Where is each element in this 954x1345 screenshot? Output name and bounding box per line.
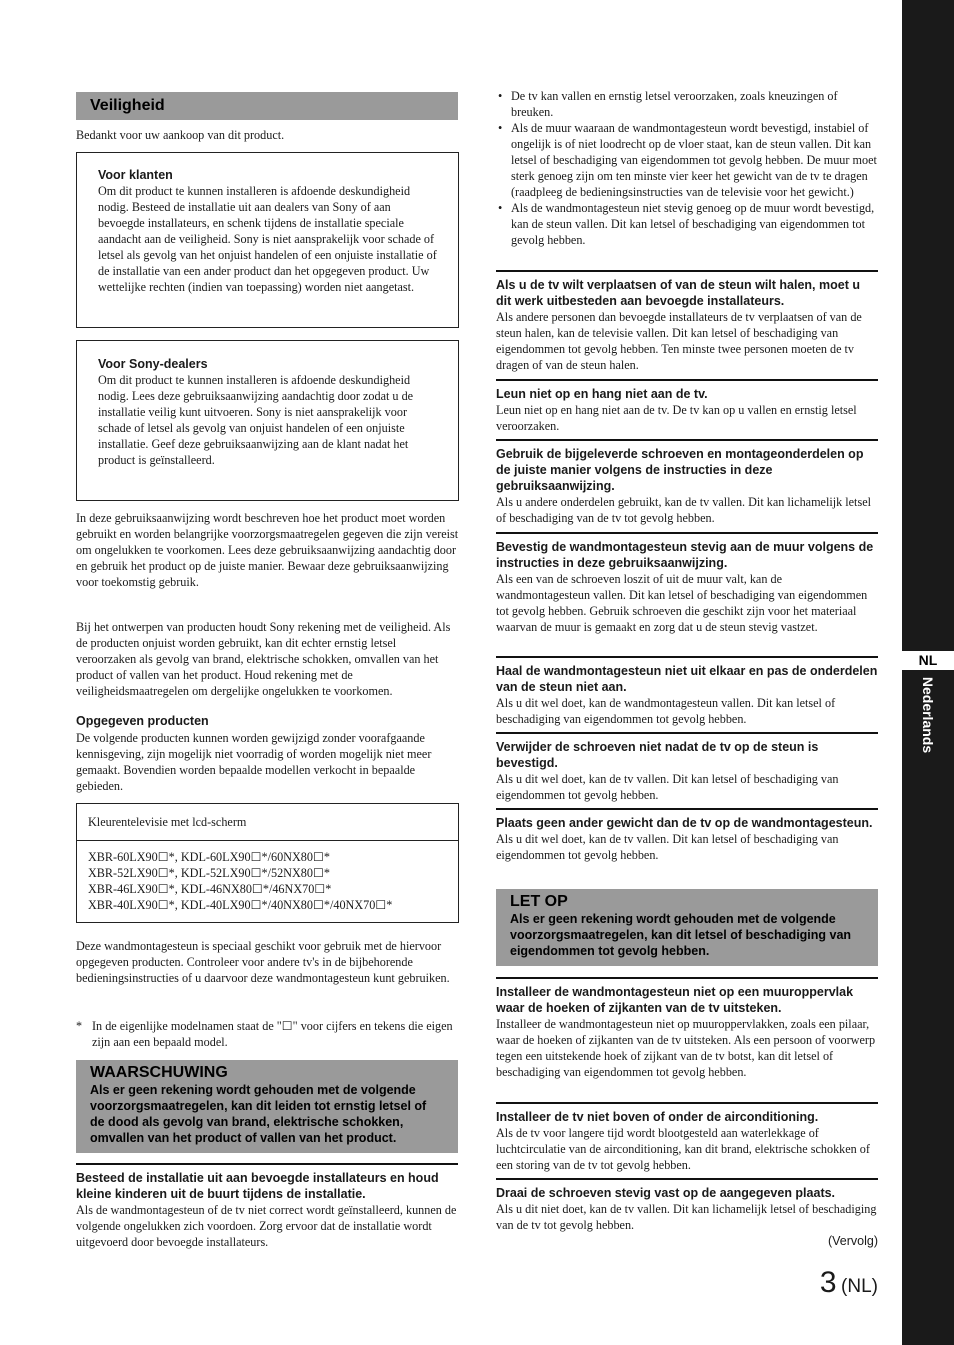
section-muuroppervlak <box>496 977 878 1080</box>
voor-sony-dealers-box <box>76 340 459 501</box>
opgegeven-producten-title: Opgegeven producten <box>76 714 209 728</box>
let-op-title: LET OP <box>510 893 568 910</box>
section-title: Leun niet op en hang niet aan de tv. <box>496 387 708 401</box>
section-title: Installeer de wandmontagesteun niet op een muuroppervlak waar de hoeken of zijkanten van de tv uitsteken. <box>496 985 854 1015</box>
veiligheid-title: Veiligheid <box>90 97 165 114</box>
let-op-text: Als er geen rekening wordt gehouden met de volgende voorzorgsmaatregelen, kan dit letsel of beschadiging van eigendommen tot gevolg hebben. <box>510 912 852 958</box>
vervolg-label: (Vervolg) <box>827 1234 878 1248</box>
section-schroeven-onderdelen <box>496 439 878 526</box>
section-title: Haal de wandmontagesteun niet uit elkaar en pas de onderdelen van de steun niet aan. <box>496 664 878 694</box>
section-title: Bevestig de wandmontagesteun stevig aan de muur volgens de instructies in deze gebruiksaanwijzing. <box>496 540 874 570</box>
footnote-text: In de eigenlijke modelnamen staat de "☐" voor cijfers en tekens die eigen zijn aan een bepaald model. <box>92 1019 453 1049</box>
waarschuwing-box <box>76 1060 458 1153</box>
model-row: XBR-52LX90☐*, KDL-52LX90☐*/52NX80☐* <box>88 866 330 880</box>
section-title: Installeer de tv niet boven of onder de airconditioning. <box>496 1110 819 1124</box>
section-title: Verwijder de schroeven niet nadat de tv op de steun is bevestigd. <box>496 740 819 770</box>
section-leun-niet <box>496 379 878 434</box>
installatie-text: Als de wandmontagesteun of de tv niet correct wordt geïnstalleerd, kunnen de volgende ongelukken zich voordoen. Zorg ervoor dat de installatie wordt uitgevoerd door bevoegde installateurs. <box>76 1203 457 1249</box>
model-footnote <box>76 1018 459 1050</box>
language-code-badge: NL <box>902 651 954 670</box>
intro-paragraph-2: Bij het ontwerpen van producten houdt Sony rekening met de veiligheid. Als de producten onjuist worden gebruikt, kan dit echter ernstig letsel veroorzaken als gevolg van brand, elektrische schokken, omvallen van het product of vallen van het product. Houd rekening met de veiligheidsmaatregelen om dergelijke ongelukken te voorkomen. <box>76 620 451 698</box>
waarschuwing-title: WAARSCHUWING <box>90 1064 228 1081</box>
risk-bullet: • Als de muur waaraan de wandmontagesteun wordt bevestigd, instabiel of ongelijk is of niet loodrecht op de vloer staat, kan de steun vallen. Dit kan letsel of beschadiging van eigendommen tot gevolg hebben. De muur moet sterk genoeg zijn om ten minste vier keer het gewicht van de tv te dragen (raadpleeg de bedieningsinstructies van de televisie voor het gewicht.) <box>496 120 878 200</box>
page-number-value: 3 <box>819 1266 837 1299</box>
thanks-text: Bedankt voor uw aankoop van dit product. <box>76 128 285 142</box>
section-text: Als de tv voor langere tijd wordt blootgesteld aan waterlekkage of luchtcirculatie van de airconditioning, kan dit brand, elektrische schokken of een storing van de tv tot gevolg hebben. <box>496 1126 870 1172</box>
compatibility-paragraph: Deze wandmontagesteun is speciaal geschikt voor gebruik met de hiervoor opgegeven producten. Controleer voor andere tv's in de bijbehorende bedieningsinstructies of u daarvoor deze wandmontagesteun kunt gebruiken. <box>76 939 450 985</box>
section-text: Leun niet op en hang niet aan de tv. De tv kan op u vallen en ernstig letsel veroorzaken. <box>496 403 857 433</box>
language-label: Nederlands <box>920 676 936 754</box>
waarschuwing-text: Als er geen rekening wordt gehouden met de volgende voorzorgsmaatregelen, kan dit leiden tot ernstig letsel of de dood als gevolg van brand, elektrische schokken, omvallen van het product of vallen van het product. <box>90 1083 427 1145</box>
voor-klanten-text: Om dit product te kunnen installeren is afdoende deskundigheid nodig. Besteed de installatie uit aan dealers van Sony of aan bevoegde installateurs, en schenk tijdens de installatie speciale aandacht aan de veiligheid. Sony is niet aansprakelijk voor schade of letsel als gevolg van het onjuist handelen of een onjuiste installatie of de installatie van een ander product dan het opgegeven product. Uw wettelijke rechten (indien van toepassing) worden niet aangetast. <box>98 184 437 294</box>
section-text: Als u dit niet doet, kan de tv vallen. Dit kan lichamelijk letsel of beschadiging van de tv tot gevolg hebben. <box>496 1202 877 1232</box>
section-bevestig-steun <box>496 532 878 635</box>
models-table <box>76 803 459 923</box>
page-number-suffix: (NL) <box>841 1276 878 1297</box>
let-op-box <box>496 889 878 966</box>
section-text: Als u dit wel doet, kan de wandmontagesteun vallen. Dit kan letsel of beschadiging van eigendommen tot gevolg hebben. <box>496 696 836 726</box>
section-airconditioning <box>496 1102 878 1173</box>
voor-sony-dealers-text: Om dit product te kunnen installeren is afdoende deskundigheid nodig. Lees deze gebruiksaanwijzing aandachtig door zodat u de installatie veilig kunt uitvoeren. Sony is niet aansprakelijk voor schade of letsel als gevolg van onjuist handelen of een onjuiste installatie. Geef deze gebruiksaanwijzing aan de klant nadat het product is geïnstalleerd. <box>98 373 414 467</box>
section-title: Plaats geen ander gewicht dan de tv op de wandmontagesteun. <box>496 816 873 830</box>
voor-klanten-title: Voor klanten <box>98 168 173 182</box>
voor-klanten-box <box>76 152 459 328</box>
models-table-header: Kleurentelevisie met lcd-scherm <box>88 815 247 829</box>
language-side-tab <box>902 0 954 1345</box>
section-verplaatsen <box>496 270 878 373</box>
risk-bullet: • De tv kan vallen en ernstig letsel veroorzaken, zoals kneuzingen of breuken. <box>496 88 878 120</box>
model-row: XBR-46LX90☐*, KDL-46NX80☐*/46NX70☐* <box>88 882 332 896</box>
section-title: Gebruik de bijgeleverde schroeven en montageonderdelen op de juiste manier volgens de instructies in deze gebruiksaanwijzing. <box>496 447 864 493</box>
risk-bullet: • Als de wandmontagesteun niet stevig genoeg op de muur wordt bevestigd, kan de steun vallen. Dit kan letsel of beschadiging van eigendommen tot gevolg hebben. <box>496 200 878 248</box>
opgegeven-producten-text: De volgende producten kunnen worden gewijzigd zonder voorafgaande kennisgeving, zijn mogelijk niet voorradig of worden mogelijk niet meer gemaakt. Bovendien worden bepaalde modellen verkocht in bepaalde gebieden. <box>76 731 432 793</box>
voor-sony-dealers-title: Voor Sony-dealers <box>98 357 208 371</box>
section-schroeven-niet-verwijderen <box>496 732 878 803</box>
intro-paragraph-1: In deze gebruiksaanwijzing wordt beschreven hoe het product moet worden gebruikt en worden belangrijke voorzorgsmaatregelen gegeven die zijn vereist om ongelukken te voorkomen. Lees deze gebruiksaanwijzing aandachtig door en gebruik het product op de juiste manier. Bewaar deze gebruiksaanwijzing voor toekomstig gebruik. <box>76 511 459 589</box>
section-text: Als een van de schroeven loszit of uit de muur valt, kan de wandmontagesteun vallen. Dit kan letsel of beschadiging van eigendommen tot gevolg hebben. Gebruik schroeven die geschikt zijn voor het materiaal waarvan de muur is gemaakt en zorg dat u de steun stevig vastzet. <box>496 572 868 634</box>
model-row: XBR-40LX90☐*, KDL-40LX90☐*/40NX80☐*/40NX70☐* <box>88 898 393 912</box>
risk-bullet-list <box>496 88 878 248</box>
model-row: XBR-60LX90☐*, KDL-60LX90☐*/60NX80☐* <box>88 850 330 864</box>
page-number <box>700 1266 878 1300</box>
section-text: Als u dit wel doet, kan de tv vallen. Dit kan letsel of beschadiging van eigendommen tot gevolg hebben. <box>496 772 839 802</box>
section-text: Installeer de wandmontagesteun niet op muuroppervlakken, zoals een pilaar, waar de hoeken of zijkanten van de tv uitsteken. Als een persoon of voorwerp tegen een uitstekende hoek of zijkant van de tv botst, kan dit letsel of beschadiging van eigendommen tot gevolg hebben. <box>496 1017 876 1079</box>
section-title: Als u de tv wilt verplaatsen of van de steun wilt halen, moet u dit werk uitbesteden aan bevoegde installateurs. <box>496 278 860 308</box>
section-schroeven-vastdraaien <box>496 1178 878 1233</box>
section-text: Als u dit wel doet, kan de tv vallen. Dit kan letsel of beschadiging van eigendommen tot gevolg hebben. <box>496 832 839 862</box>
footnote-mark: * <box>76 1019 83 1033</box>
section-geen-gewicht <box>496 808 878 863</box>
section-niet-uit-elkaar <box>496 656 878 727</box>
installatie-title: Besteed de installatie uit aan bevoegde installateurs en houd kleine kinderen uit de buurt tijdens de installatie. <box>76 1171 439 1201</box>
section-installatie <box>76 1163 458 1250</box>
section-text: Als u andere onderdelen gebruikt, kan de tv vallen. Dit kan lichamelijk letsel of beschadiging van de tv tot gevolg hebben. <box>496 495 871 525</box>
section-text: Als andere personen dan bevoegde installateurs de tv verplaatsen of van de steun halen, kan de televisie vallen. Dit kan letsel of beschadiging van eigendommen tot gevolg hebben. Ten minste twee personen moeten de tv dragen of van de steun halen. <box>496 310 862 372</box>
section-title: Draai de schroeven stevig vast op de aangegeven plaats. <box>496 1186 836 1200</box>
models-list <box>88 849 392 913</box>
section-header-veiligheid <box>76 92 458 120</box>
